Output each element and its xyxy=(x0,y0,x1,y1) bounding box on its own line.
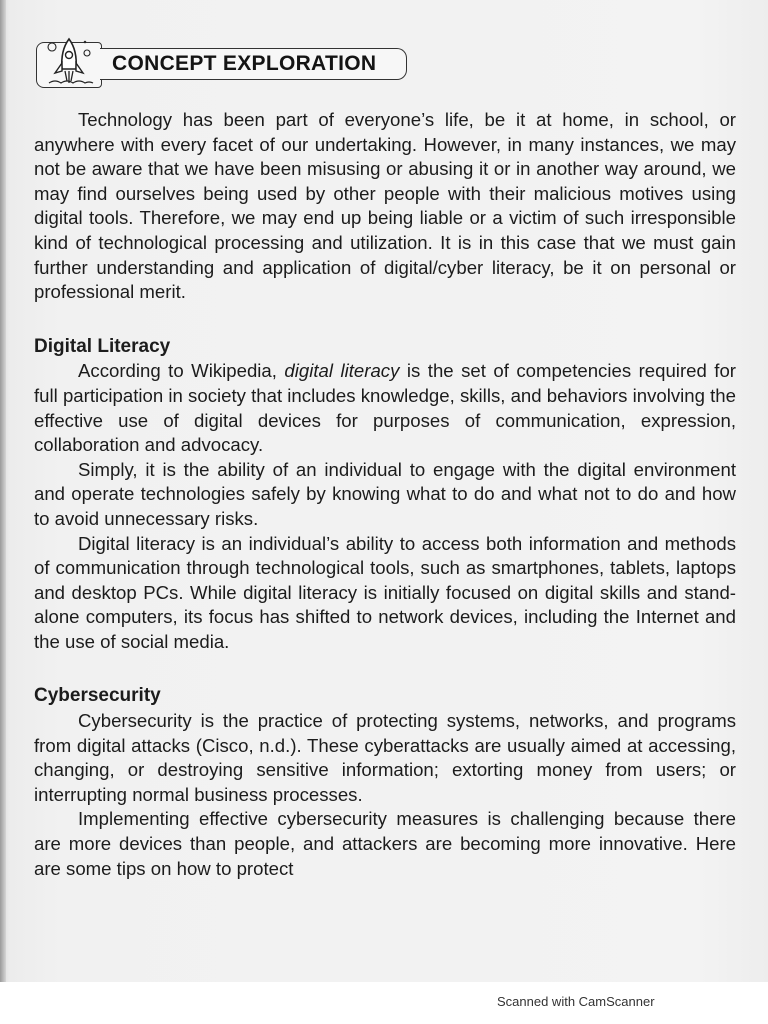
digital-literacy-paragraph-1 xyxy=(34,359,736,457)
body-text xyxy=(34,108,736,881)
intro-paragraph: Technology has been part of everyone’s life, be it at home, in school, or anywhere with every facet of our undertaking. However, in many instances, we may not be aware that we have been misusing or abusing it or in another way around, we may find ourselves being used by other people with their malicious motives using digital tools. Therefore, we may end up being liable or a victim of such irresponsible kind of technological processing and utilization. It is in this case that we must gain further understanding and application of digital/cyber literacy, be it on personal or professional merit. xyxy=(34,109,736,303)
header-icon-box xyxy=(36,42,102,88)
section-title: CONCEPT EXPLORATION xyxy=(112,52,377,75)
digital-literacy-paragraph-3: Digital literacy is an individual’s ability to access both information and methods of communication through technological tools, such as smartphones, tablets, laptops and desktop PCs. While digital literacy is initially focused on digital skills and stand-alone computers, its focus has shifted to network devices, including the Internet and the use of social media. xyxy=(34,532,736,652)
heading-digital-literacy: Digital Literacy xyxy=(34,335,171,357)
title-banner xyxy=(100,48,407,80)
digital-literacy-term: digital literacy xyxy=(284,360,400,382)
cybersecurity-paragraph-2: Implementing effective cybersecurity measures is challenging because there are more devices than people, and attackers are becoming more innovative. Here are some tips on how to protect xyxy=(34,808,736,879)
scanner-watermark: Scanned with CamScanner xyxy=(497,994,655,1009)
section-header xyxy=(36,36,416,88)
digital-literacy-paragraph-2: Simply, it is the ability of an individual to engage with the digital environment and operate technologies safely by knowing what to do and what not to do and how to avoid unnecessary risks. xyxy=(34,458,736,529)
digital-literacy-p1-rest: is the set of competencies required for full participation in society that includes knowledge, skills, and behaviors involving the effective use of digital devices for purposes of communication, expression, collaboration and advocacy. xyxy=(34,360,736,456)
heading-cybersecurity: Cybersecurity xyxy=(34,685,161,707)
digital-literacy-p1-start: According to Wikipedia, xyxy=(78,360,285,382)
cybersecurity-paragraph-1: Cybersecurity is the practice of protecting systems, networks, and programs from digital attacks (Cisco, n.d.). These cyberattacks are usually aimed at accessing, changing, or destroying sensitive information; extorting money from users; or interrupting normal business processes. xyxy=(34,710,736,805)
